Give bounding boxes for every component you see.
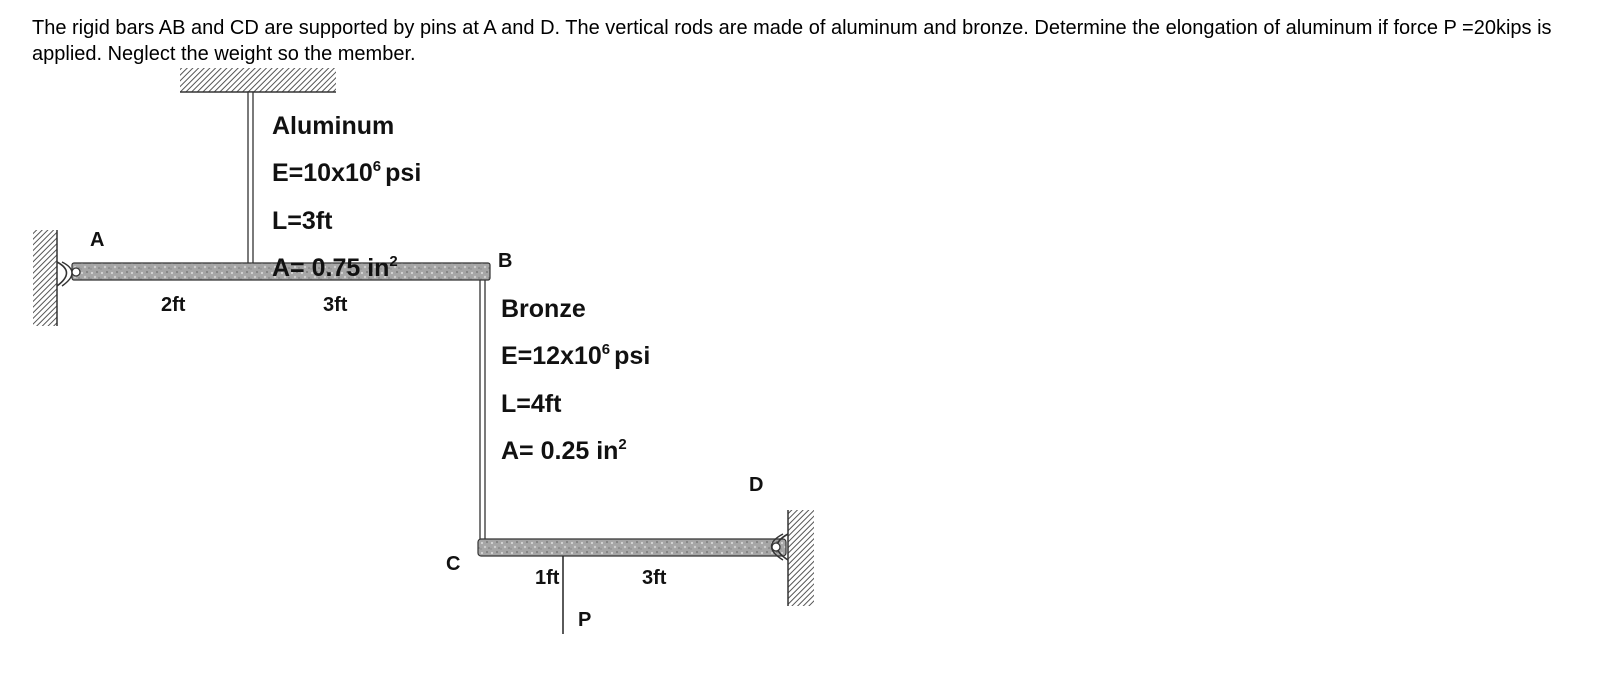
label-c: C bbox=[446, 553, 461, 575]
bronze-area-exp: 2 bbox=[618, 436, 627, 453]
bronze-modulus-base: E=12x10 bbox=[501, 342, 602, 370]
aluminum-length: L=3ft bbox=[272, 207, 333, 235]
problem-text: The rigid bars AB and CD are supported by pins at A and D. The vertical rods are made of aluminum and bronze. Determine the elongation of aluminum if force P =20kips is applied. Neglect the weight so the member. bbox=[32, 17, 1552, 65]
bronze-area-base: A= 0.25 in bbox=[501, 437, 619, 465]
aluminum-modulus-exp: 6 bbox=[372, 158, 382, 175]
label-p: P bbox=[578, 609, 592, 631]
label-a: A bbox=[90, 229, 105, 251]
bronze-length: L=4ft bbox=[501, 390, 562, 418]
aluminum-area-exp: 2 bbox=[389, 253, 398, 270]
label-d: D bbox=[749, 474, 764, 496]
bronze-area bbox=[501, 436, 627, 465]
wall-support-d bbox=[788, 510, 814, 606]
aluminum-rod bbox=[248, 92, 253, 264]
rigid-bar-cd bbox=[478, 539, 786, 556]
wall-support-a bbox=[33, 230, 57, 326]
bronze-modulus-unit: psi bbox=[614, 342, 651, 370]
aluminum-title: Aluminum bbox=[272, 112, 395, 140]
bronze-title: Bronze bbox=[501, 295, 586, 323]
bronze-modulus bbox=[501, 341, 650, 370]
aluminum-modulus-unit: psi bbox=[385, 159, 422, 187]
dimension-cd-left: 1ft bbox=[535, 567, 560, 589]
aluminum-modulus bbox=[272, 158, 421, 187]
dimension-cd-right: 3ft bbox=[642, 567, 667, 589]
dimension-ab-right: 3ft bbox=[323, 294, 348, 316]
aluminum-modulus-base: E=10x10 bbox=[272, 159, 373, 187]
label-b: B bbox=[498, 250, 513, 272]
aluminum-area bbox=[272, 253, 398, 282]
bronze-modulus-exp: 6 bbox=[601, 341, 611, 358]
ceiling-support bbox=[180, 68, 336, 92]
aluminum-area-base: A= 0.75 in bbox=[272, 254, 390, 282]
dimension-ab-left: 2ft bbox=[161, 294, 186, 316]
bronze-rod bbox=[480, 266, 485, 542]
